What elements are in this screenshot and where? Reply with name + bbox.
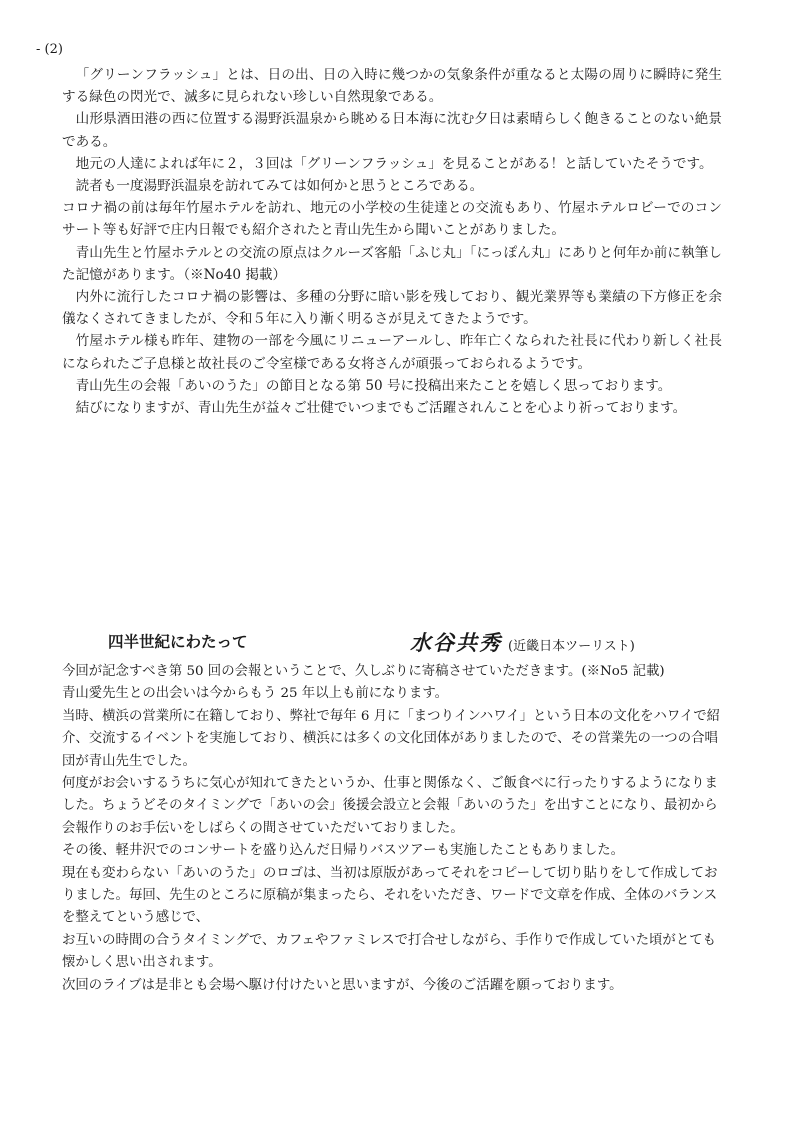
paragraph: 青山先生の会報「あいのうた」の節目となる第 50 号に投稿出来たことを嬉しく思っております。 — [75, 377, 672, 394]
author-name: 水谷共秀 — [410, 630, 502, 655]
article-body-1 — [62, 64, 722, 419]
paragraph: お互いの時間の合うタイミングで、カフェやファミレスで打合せしながら、手作りで作成していた頃がとても懐かしく思い出されます。 — [62, 932, 716, 971]
paragraph: 読者も一度湯野浜温泉を訪れてみては如何かと思うところである。 — [75, 178, 484, 195]
paragraph: 山形県酒田港の西に位置する湯野浜温泉から眺める日本海に沈む夕日は素晴らしく飽きることのない絶景である。 — [62, 111, 722, 150]
page-number: - (2) — [36, 42, 63, 57]
article-body-2 — [62, 661, 726, 997]
author-affiliation: (近畿日本ツーリスト) — [508, 639, 635, 654]
paragraph: 「グリーンフラッシュ」とは、日の出、日の入時に幾つかの気象条件が重なると太陽の周りに瞬時に発生する緑色の閃光で、滅多に見られない珍しい自然現象である。 — [62, 67, 722, 106]
paragraph: 何度がお会いするうちに気心が知れてきたというか、仕事と関係なく、ご飯食べに行ったりするようになりました。ちょうどそのタイミングで「あいの会」後援会設立と会報「あいのうた」を出すことになり、最初から会報作りのお手伝いをしばらくの間させていただいておりました。 — [62, 776, 718, 836]
paragraph: 青山先生と竹屋ホテルとの交流の原点はクルーズ客船「ふじ丸」「にっぽん丸」にありと何年か前に執筆した記憶があります。（※No40 掲載） — [62, 244, 722, 283]
byline — [410, 627, 635, 657]
paragraph: 現在も変わらない「あいのうた」のロゴは、当初は原版があってそれをコピーして切り貼りをして作成しておりました。毎回、先生のところに原稿が集まったら、それをいただき、ワードで文章を作成、全体のバランスを整えてという感じで、 — [62, 865, 718, 926]
paragraph: 地元の人達によれば年に２，３回は「グリーンフラッシュ」を見ることがある！と話していたそうです。 — [75, 155, 713, 172]
paragraph: 竹屋ホテル様も昨年、建物の一部を今風にリニューアールし、昨年亡くなられた社長に代わり新しく社長になられたご子息様と故社長のご令室様である女将さんが頑張っておられるようです。 — [62, 333, 722, 372]
paragraph: その後、軽井沢でのコンサートを盛り込んだ日帰りバスツアーも実施したこともありました。 — [62, 843, 625, 859]
paragraph: 青山愛先生との出会いは今からもう 25 年以上も前になります。 — [62, 686, 449, 702]
paragraph: 当時、横浜の営業所に在籍しており、弊社で毎年 6 月に「まつりインハワイ」という日本の文化をハワイで紹介、交流するイベントを実施しており、横浜には多くの文化団体がありましたので、その営業先の一つの合唱団が青山先生でした。 — [62, 708, 721, 769]
paragraph: 今回が記念すべき第 50 回の会報ということで、久しぶりに寄稿させていただきます。(※No5 記載) — [62, 664, 665, 679]
paragraph: 内外に流行したコロナ禍の影響は、多種の分野に暗い影を残しており、観光業界等も業績の下方修正を余儀なくされてきましたが、令和５年に入り漸く明るさが見えてきたようです。 — [62, 289, 722, 328]
article-title: 四半世紀にわたって — [108, 632, 248, 651]
paragraph: 結びになりますが、青山先生が益々ご壮健でいつまでもご活躍されんことを心より祈っております。 — [75, 400, 687, 417]
paragraph: コロナ禍の前は毎年竹屋ホテルを訪れ、地元の小学校の生徒達との交流もあり、竹屋ホテルロビーでのコンサート等も好評で庄内日報でも紹介されたと青山先生から聞いことがありました。 — [62, 200, 722, 239]
paragraph: 次回のライブは是非とも会場へ駆け付けたいと思いますが、今後のご活躍を願っております。 — [62, 977, 623, 993]
